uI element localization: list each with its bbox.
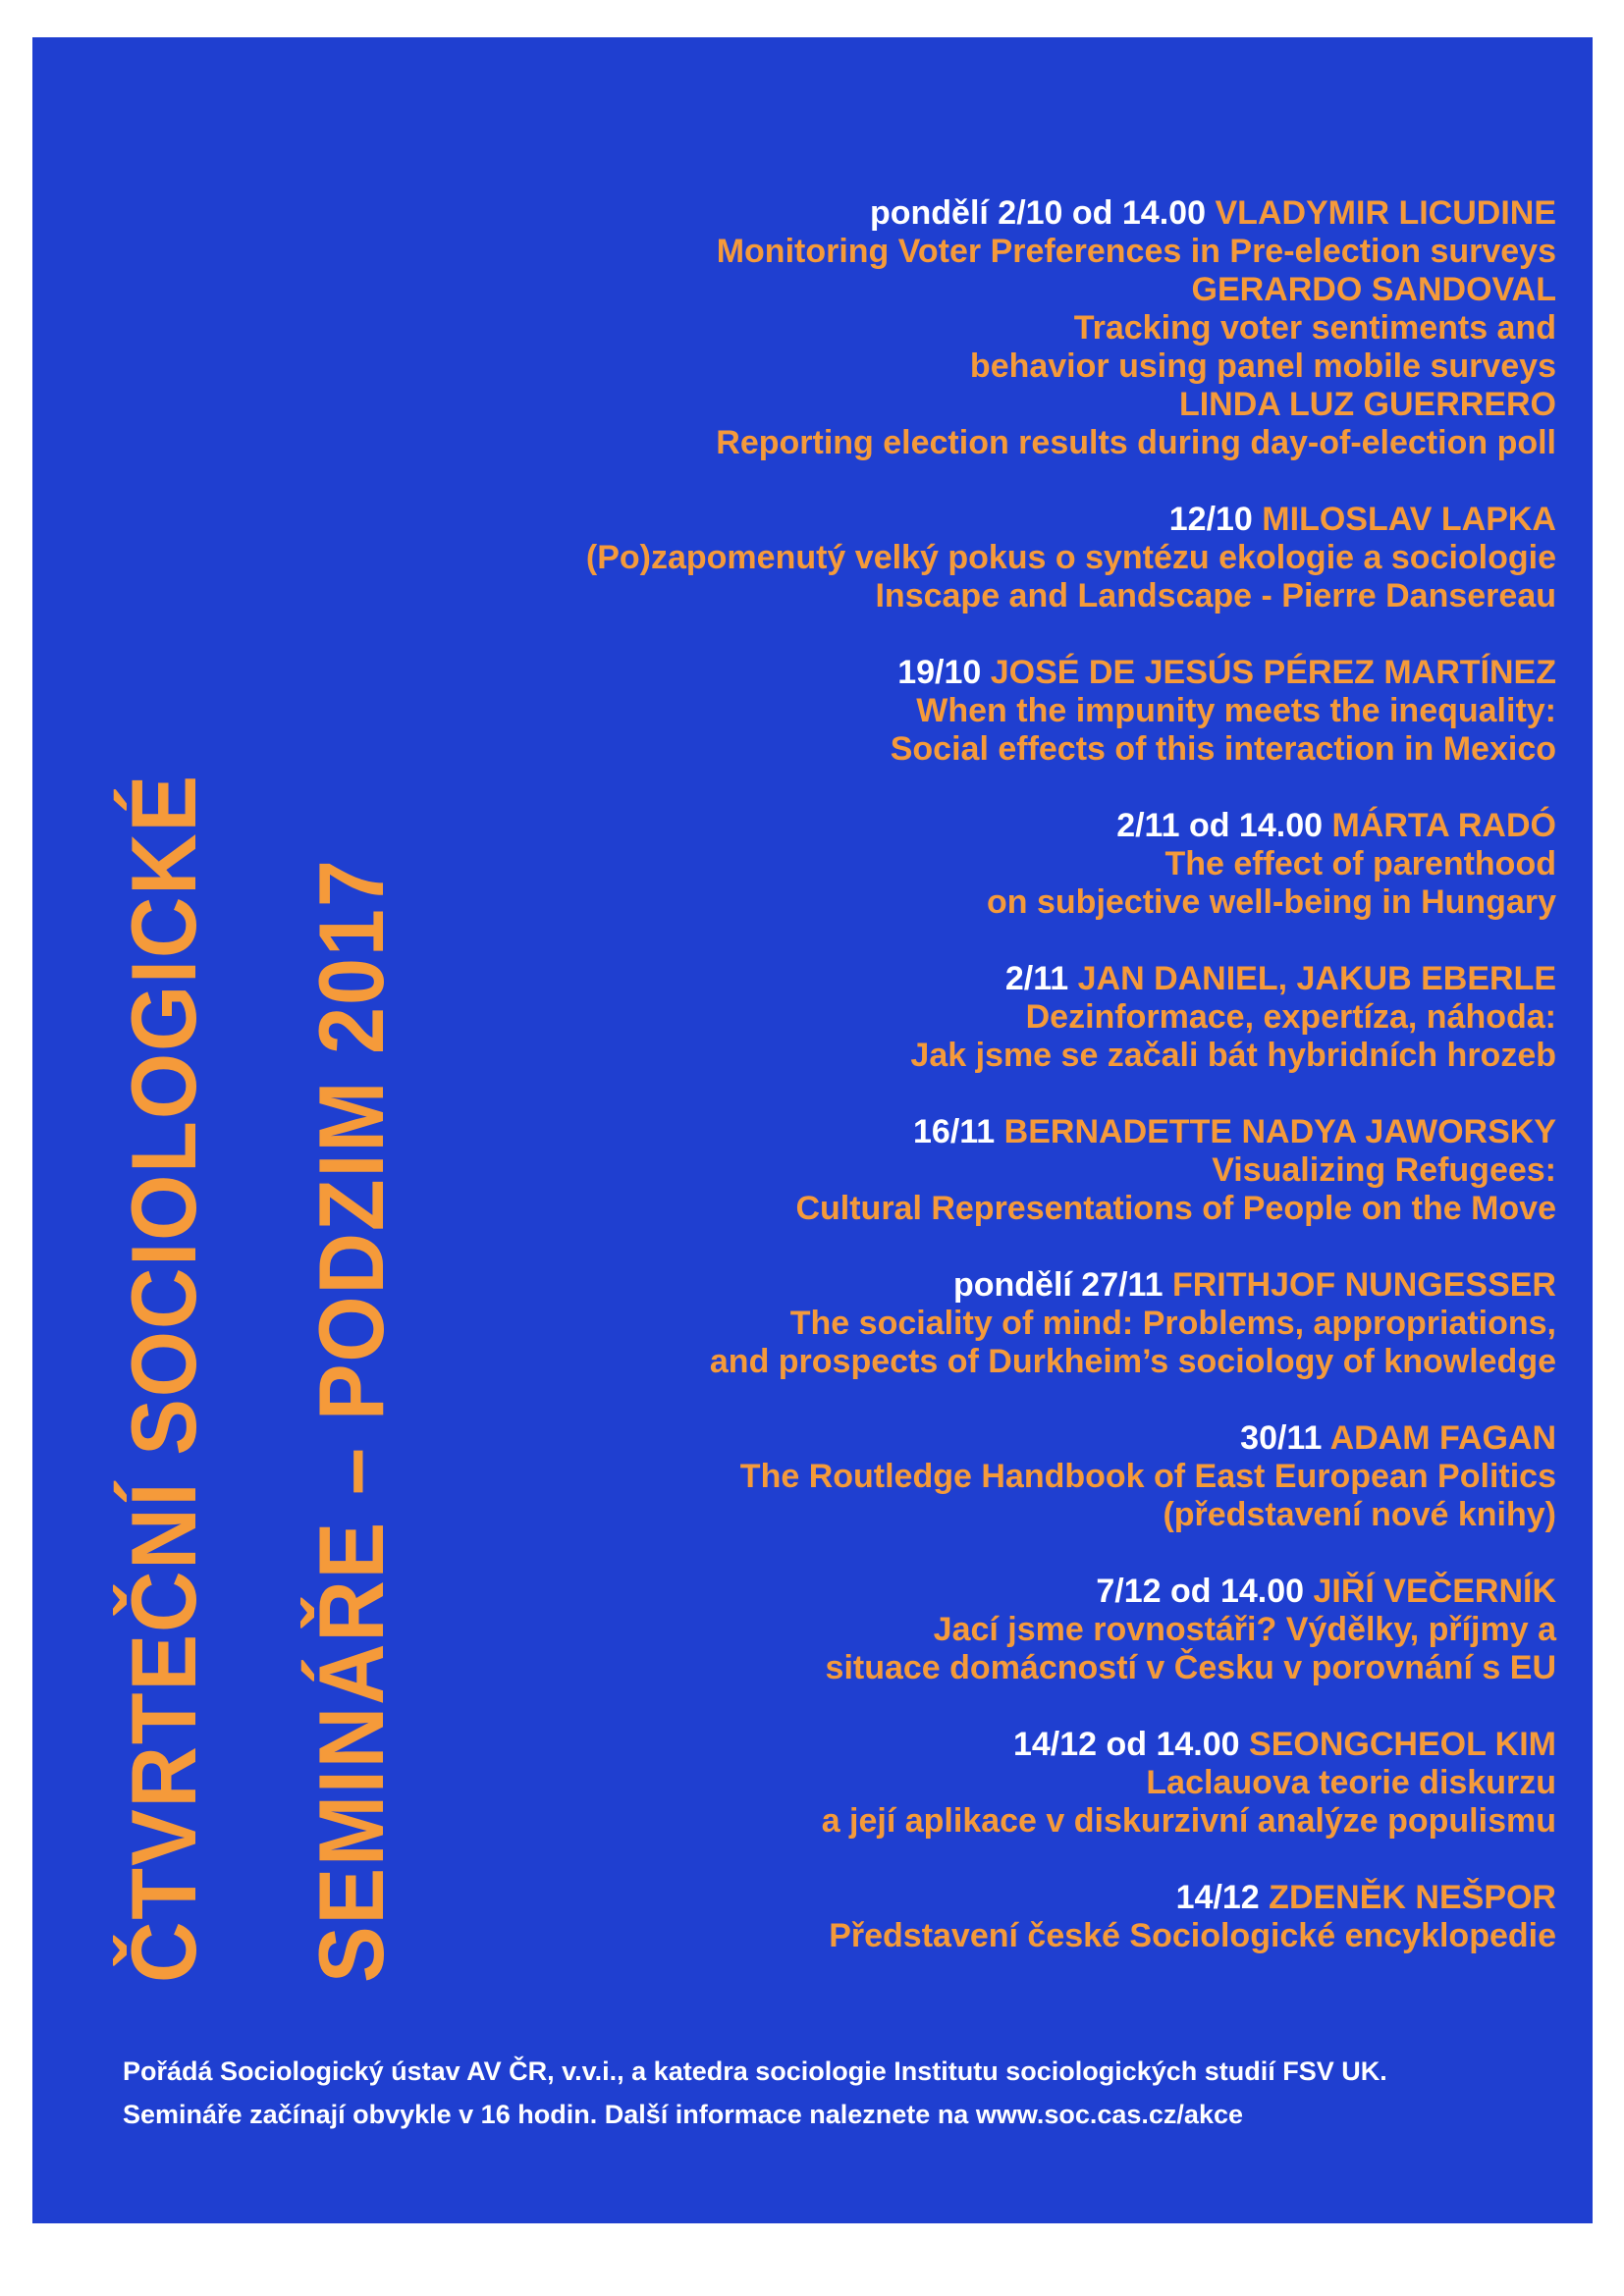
seminar-entry [476, 807, 1556, 922]
seminar-talk-line: Monitoring Voter Preferences in Pre-election surveys [716, 233, 1556, 270]
seminar-entry [476, 654, 1556, 769]
poster-title-line-2-text: SEMINÁŘE – PODZIM 2017 [299, 858, 403, 1983]
seminar-entry [476, 1113, 1556, 1228]
seminar-talk-line: Tracking voter sentiments and [1073, 309, 1556, 347]
seminar-entry-header [476, 501, 1556, 539]
poster-title-line-1 [112, 668, 215, 1983]
seminar-date: 7/12 od 14.00 [1096, 1573, 1305, 1610]
seminar-talk-line: a její aplikace v diskurzivní analýze populismu [821, 1802, 1556, 1840]
footer-organizer-text: Pořádá Sociologický ústav AV ČR, v.v.i., a katedra sociologie Institutu sociologických studií FSV UK. [123, 2056, 1387, 2086]
seminar-entry [476, 960, 1556, 1075]
seminar-talk-line: (Po)zapomenutý velký pokus o syntézu ekologie a sociologie [585, 539, 1556, 576]
seminar-talk-line: Reporting election results during day-of-election poll [716, 424, 1556, 461]
seminar-speaker: MÁRTA RADÓ [1331, 807, 1556, 844]
seminar-speaker: BERNADETTE NADYA JAWORSKY [1003, 1113, 1556, 1150]
seminar-speaker: JOSÉ DE JESÚS PÉREZ MARTÍNEZ [990, 654, 1556, 691]
seminar-talk-line: situace domácností v Česku v porovnání s EU [825, 1649, 1556, 1686]
seminar-entry [476, 501, 1556, 615]
seminar-entry [476, 1266, 1556, 1381]
seminar-speaker: ADAM FAGAN [1329, 1419, 1556, 1457]
seminar-entry [476, 1419, 1556, 1534]
seminar-schedule [476, 194, 1556, 1994]
seminar-talk-line: When the impunity meets the inequality: [916, 692, 1556, 729]
seminar-date: 16/11 [913, 1113, 996, 1150]
seminar-entry-header [476, 1726, 1556, 1764]
seminar-talk-line: GERARDO SANDOVAL [1191, 271, 1556, 308]
seminar-entry-header [476, 1573, 1556, 1611]
poster [32, 37, 1593, 2223]
seminar-speaker: FRITHJOF NUNGESSER [1171, 1266, 1556, 1304]
seminar-entry [476, 1726, 1556, 1841]
seminar-talk-line: Inscape and Landscape - Pierre Dansereau [875, 577, 1556, 614]
footer [123, 2050, 1546, 2136]
seminar-talk-line: The sociality of mind: Problems, appropriations, [789, 1305, 1556, 1342]
seminar-talk-line: on subjective well-being in Hungary [987, 883, 1556, 921]
seminar-talk-line: Visualizing Refugees: [1212, 1151, 1556, 1189]
seminar-date: 14/12 od 14.00 [1012, 1726, 1240, 1763]
seminar-entry-header [476, 960, 1556, 998]
seminar-talk-line: Představení české Sociologické encyklopedie [829, 1917, 1556, 1954]
seminar-entry-header [476, 1419, 1556, 1458]
seminar-talk-line: LINDA LUZ GUERRERO [1178, 386, 1556, 423]
seminar-entry [476, 1573, 1556, 1687]
seminar-talk-line: Jak jsme se začali bát hybridních hrozeb [910, 1037, 1556, 1074]
seminar-entry-header [476, 807, 1556, 845]
seminar-speaker: VLADYMIR LICUDINE [1215, 194, 1556, 232]
seminar-talk-line: Cultural Representations of People on the Move [795, 1190, 1556, 1227]
seminar-date: 14/12 [1175, 1879, 1260, 1916]
seminar-speaker: SEONGCHEOL KIM [1249, 1726, 1556, 1763]
seminar-talk-line: Jací jsme rovnostáři? Výdělky, příjmy a [933, 1611, 1556, 1648]
seminar-talk-line: behavior using panel mobile surveys [969, 347, 1556, 385]
seminar-speaker: MILOSLAV LAPKA [1262, 501, 1556, 538]
seminar-talk-line: and prospects of Durkheim’s sociology of knowledge [709, 1343, 1556, 1380]
seminar-talk-line: (představení nové knihy) [1163, 1496, 1556, 1533]
seminar-entry-header [476, 194, 1556, 233]
seminar-date: pondělí 27/11 [952, 1266, 1164, 1304]
seminar-date: pondělí 2/10 od 14.00 [869, 194, 1206, 232]
seminar-entry-header [476, 1113, 1556, 1151]
seminar-talk-line: Social effects of this interaction in Mexico [890, 730, 1556, 768]
seminar-speaker: JAN DANIEL, JAKUB EBERLE [1077, 960, 1556, 997]
seminar-date: 30/11 [1240, 1419, 1323, 1457]
seminar-entry [476, 194, 1556, 462]
seminar-talk-line: Dezinformace, expertíza, náhoda: [1025, 998, 1556, 1036]
seminar-date: 19/10 [897, 654, 982, 691]
seminar-entry-header [476, 654, 1556, 692]
seminar-entry-header [476, 1879, 1556, 1917]
seminar-date: 12/10 [1168, 501, 1253, 538]
seminar-entry [476, 1879, 1556, 1955]
poster-title-line-2 [299, 761, 403, 1983]
seminar-speaker: ZDENĚK NEŠPOR [1269, 1879, 1556, 1916]
seminar-talk-line: The Routledge Handbook of East European Politics [739, 1458, 1556, 1495]
seminar-date: 2/11 od 14.00 [1116, 807, 1324, 844]
seminar-date: 2/11 [1004, 960, 1069, 997]
footer-info-text: Semináře začínají obvykle v 16 hodin. Další informace naleznete na www.soc.cas.cz/akce [123, 2100, 1243, 2129]
seminar-talk-line: Laclauova teorie diskurzu [1146, 1764, 1556, 1801]
seminar-speaker: JIŘÍ VEČERNÍK [1313, 1573, 1556, 1610]
poster-title-line-1-text: ČTVRTEČNÍ SOCIOLOGICKÉ [112, 773, 215, 1983]
seminar-talk-line: The effect of parenthood [1164, 845, 1556, 882]
seminar-entry-header [476, 1266, 1556, 1305]
